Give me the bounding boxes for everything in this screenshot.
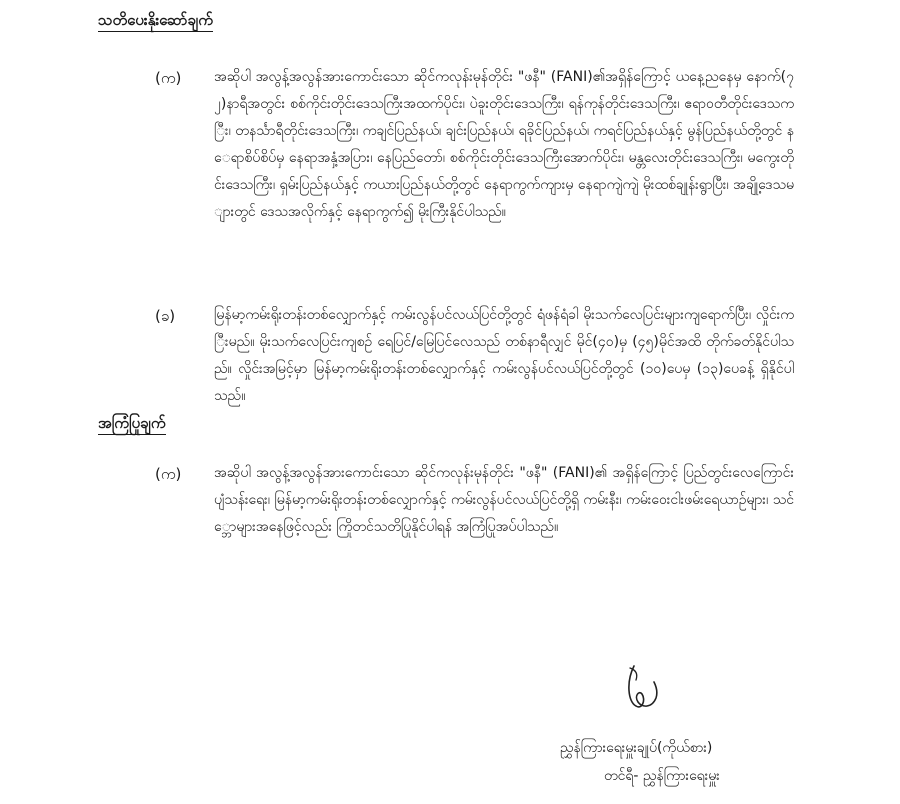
handwritten-signature bbox=[612, 660, 672, 720]
section-heading-advice: အကြံပြုချက် bbox=[98, 413, 166, 435]
item-marker: (က) bbox=[155, 465, 182, 483]
advice-paragraph-ka: အဆိုပါ အလွန့်အလွန်အားကောင်းသော ဆိုင်ကလုန်းမုန်တိုင်း "ဖနီ" (FANI)၏ အရှိန်ကြောင့် ပြည်တွင်းလေကြောင်းပျံသန်းရေး၊ မြန်မာ့ကမ်းရိုးတန်းတစ်လျှောက်နှင့် ကမ်းလွန်ပင်လယ်ပြင်တို့ရှိ ကမ်းနီး၊ ကမ်းဝေးငါးဖမ်းရေယာဉ်များ၊ သင်္ဘောများအနေဖြင့်လည်း ကြိုတင်သတိပြုနိုင်ပါရန် အကြံပြုအပ်ပါသည်။ bbox=[214, 465, 794, 535]
warning-paragraph-ka: အဆိုပါ အလွန့်အလွန်အားကောင်းသော ဆိုင်ကလုန်းမုန်တိုင်း "ဖနီ" (FANI)၏အရှိန်ကြောင့် ယနေ့ညနေမှ နောက်(၇၂)နာရီအတွင်း စစ်ကိုင်းတိုင်းဒေသကြီးအထက်ပိုင်း၊ ပဲခူးတိုင်းဒေသကြီး၊ ရန်ကုန်တိုင်းဒေသကြီး၊ ဧရာဝတီတိုင်းဒေသကြီး၊ တနင်္သာရီတိုင်းဒေသကြီး၊ ကချင်ပြည်နယ်၊ ချင်းပြည်နယ်၊ ရခိုင်ပြည်နယ်၊ ကရင်ပြည်နယ်နှင့် မွန်ပြည်နယ်တို့တွင် နေရာစိပ်စိပ်မှ နေရာအနှံ့အပြား၊ နေပြည်တော်၊ စစ်ကိုင်းတိုင်းဒေသကြီးအောက်ပိုင်း၊ မန္တလေးတိုင်းဒေသကြီး၊ မကွေးတိုင်းဒေသကြီး၊ ရှမ်းပြည်နယ်နှင့် ကယားပြည်နယ်တို့တွင် နေရာကွက်ကျားမှ နေရာကျဲကျဲ မိုးထစ်ချုန်းရွာပြီး၊ အချို့ဒေသများတွင် ဒေသအလိုက်နှင့် နေရာကွက်၍ မိုးကြီးနိုင်ပါသည်။ bbox=[214, 69, 794, 220]
item-marker: (က) bbox=[155, 69, 182, 87]
item-marker: (ခ) bbox=[155, 307, 176, 325]
signatory-title: ညွှန်ကြားရေးမှူးချုပ်(ကိုယ်စား) bbox=[560, 740, 713, 756]
signatory-name: တင်ရီ- ညွှန်ကြားရေးမှူး bbox=[604, 768, 720, 784]
section-heading-warning: သတိပေးနိုးဆော်ချက် bbox=[98, 10, 213, 32]
warning-paragraph-kha: မြန်မာ့ကမ်းရိုးတန်းတစ်လျှောက်နှင့် ကမ်းလွန်ပင်လယ်ပြင်တို့တွင် ရံဖန်ရံခါ မိုးသက်လေပြင်းများကျရောက်ပြီး၊ လှိုင်းကြီးမည်။ မိုးသက်လေပြင်းကျစဉ် ရေပြင်/မြေပြင်လေသည် တစ်နာရီလျှင် မိုင်(၄၀)မှ (၄၅)မိုင်အထိ တိုက်ခတ်နိုင်ပါသည်။ လှိုင်းအမြင့်မှာ မြန်မာ့ကမ်းရိုးတန်းတစ်လျှောက်နှင့် ကမ်းလွန်ပင်လယ်ပြင်တို့တွင် (၁၀)ပေမှ (၁၃)ပေခန့် ရှိနိုင်ပါသည်။ bbox=[214, 307, 794, 404]
